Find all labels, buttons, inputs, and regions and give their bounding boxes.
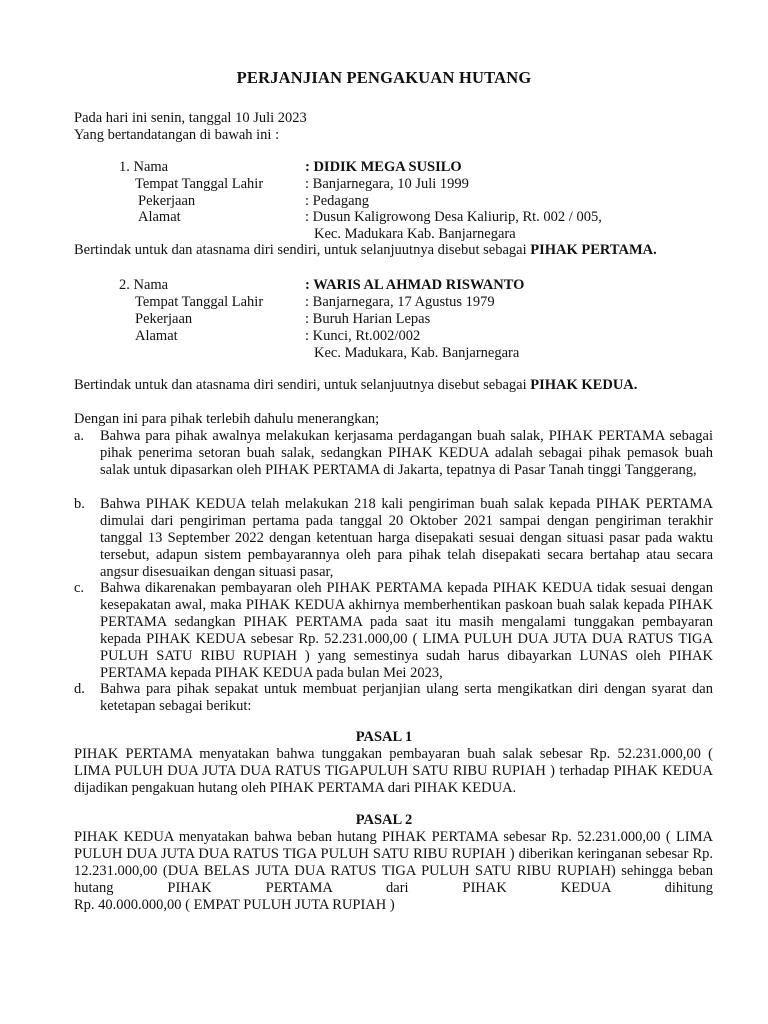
pasal-1-text: PIHAK PERTAMA menyatakan bahwa tunggakan pembayaran buah salak sebesar Rp. 52.231.000,00 ( LIMA PULUH DUA JUTA DUA RATUS TIGAPULUH SATU RIBU RUPIAH ) terhadap PIHAK KEDUA dijadikan pengakuan hutang oleh PIHAK PERTAMA dari PIHAK KEDUA. xyxy=(74,746,713,796)
party-1-address-value: : Dusun Kaligrowong Desa Kaliurip, Rt. 002 / 005, xyxy=(305,209,602,225)
intro-date-line: Pada hari ini senin, tanggal 10 Juli 2023 xyxy=(74,110,307,126)
party-1-address-value-2: Kec. Madukara Kab. Banjarnegara xyxy=(314,226,516,242)
recital-marker: a. xyxy=(74,428,85,444)
party-2-job-value: : Buruh Harian Lepas xyxy=(305,311,431,327)
recital-text: Bahwa para pihak sepakat untuk membuat perjanjian ulang serta mengikatkan diri dengan syarat dan ketetapan sebagai berikut: xyxy=(100,681,713,714)
party-1-ttl-label: Tempat Tanggal Lahir xyxy=(135,176,264,192)
party-1-job-label: Pekerjaan xyxy=(138,193,196,209)
document-title: PERJANJIAN PENGAKUAN HUTANG xyxy=(236,68,532,87)
party-2-address-value-2: Kec. Madukara, Kab. Banjarnegara xyxy=(314,345,520,361)
recital-marker: c. xyxy=(74,580,85,596)
recital-text: Bahwa dikarenakan pembayaran oleh PIHAK PERTAMA kepada PIHAK KEDUA tidak sesuai dengan kesepakatan awal, maka PIHAK KEDUA akhirnya memberhentikan paskoan buah salak kepada PIHAK PERTAMA sedangkan PIHAK PERTAMA pada saat itu masih mengalami tunggakan pembayaran kepada PIHAK KEDUA sebesar Rp. 52.231.000,00 ( LIMA PULUH DUA JUTA DUA RATUS TIGA PULUH SATU RIBU RUPIAH ) yang semestinya sudah harus dibayarkan LUNAS oleh PIHAK PERTAMA kepada PIHAK KEDUA pada bulan Mei 2023, xyxy=(100,580,713,681)
pasal-1-heading: PASAL 1 xyxy=(355,729,413,745)
party-2-ttl-value: : Banjarnegara, 17 Agustus 1979 xyxy=(305,294,495,310)
recital-text: Bahwa PIHAK KEDUA telah melakukan 218 kali pengiriman buah salak kepada PIHAK PERTAMA dimulai dari pengiriman pertama pada tanggal 20 Oktober 2021 sampai dengan pengiriman terakhir tanggal 13 September 2022 dengan ketentuan harga disepakati sesuai dengan situasi pasar pada waktu tersebut, adapun sistem pembayarannya oleh para pihak telah disepakati secara bertahap atau secara angsur disesuaikan dengan situasi pasar, xyxy=(100,496,713,580)
party-2-name-label: 2. Nama xyxy=(119,277,169,293)
pasal-2-text-last-line: Rp. 40.000.000,00 ( EMPAT PULUH JUTA RUPIAH ) xyxy=(74,897,395,913)
recital-marker: d. xyxy=(74,681,85,697)
recital-text: Bahwa para pihak awalnya melakukan kerjasama perdagangan buah salak, PIHAK PERTAMA sebagai pihak penerima setoran buah salak, sedangkan PIHAK KEDUA adalah sebagai pihak pemasok buah salak untuk dipasarkan oleh PIHAK PERTAMA di Jakarta, tepatnya di Pasar Tanah tinggi Tanggerang, xyxy=(100,428,713,478)
party-1-role: PIHAK PERTAMA. xyxy=(530,242,657,258)
party-2-ttl-label: Tempat Tanggal Lahir xyxy=(135,294,264,310)
party-1-role-line xyxy=(74,242,657,259)
party-2-address-value: : Kunci, Rt.002/002 xyxy=(305,328,421,344)
party-2-address-label: Alamat xyxy=(135,328,178,344)
party-1-name-label: 1. Nama xyxy=(119,159,169,175)
pasal-2-text: PIHAK KEDUA menyatakan bahwa beban hutang PIHAK PERTAMA sebesar Rp. 52.231.000,00 ( LIMA PULUH DUA JUTA DUA RATUS TIGA PULUH SATU RIBU RUPIAH ) diberikan keringanan sebesar Rp. 12.231.000,00 (DUA BELAS JUTA DUA RATUS TIGA PULUH SATU RIBU RUPIAH) sehingga beban hutang PIHAK PERTAMA dari PIHAK KEDUA dihitung xyxy=(74,829,713,896)
recital-marker: b. xyxy=(74,496,85,512)
party-1-name: : DIDIK MEGA SUSILO xyxy=(305,159,462,175)
pasal-2-heading: PASAL 2 xyxy=(355,812,413,828)
party-1-address-label: Alamat xyxy=(138,209,181,225)
party-2-role: PIHAK KEDUA. xyxy=(530,377,638,393)
party-2-name: : WARIS AL AHMAD RISWANTO xyxy=(305,277,525,293)
party-1-role-prefix: Bertindak untuk dan atasnama diri sendiri, untuk selanjuutnya disebut sebagai xyxy=(74,242,531,258)
party-2-role-prefix: Bertindak untuk dan atasnama diri sendiri, untuk selanjuutnya disebut sebagai xyxy=(74,377,531,393)
party-1-ttl-value: : Banjarnegara, 10 Juli 1999 xyxy=(305,176,469,192)
intro-signatories-line: Yang bertandatangan di bawah ini : xyxy=(74,127,280,143)
party-1-job-value: : Pedagang xyxy=(305,193,370,209)
recitals-intro: Dengan ini para pihak terlebih dahulu menerangkan; xyxy=(74,411,380,427)
party-2-job-label: Pekerjaan xyxy=(135,311,193,327)
party-2-role-line xyxy=(74,377,637,394)
